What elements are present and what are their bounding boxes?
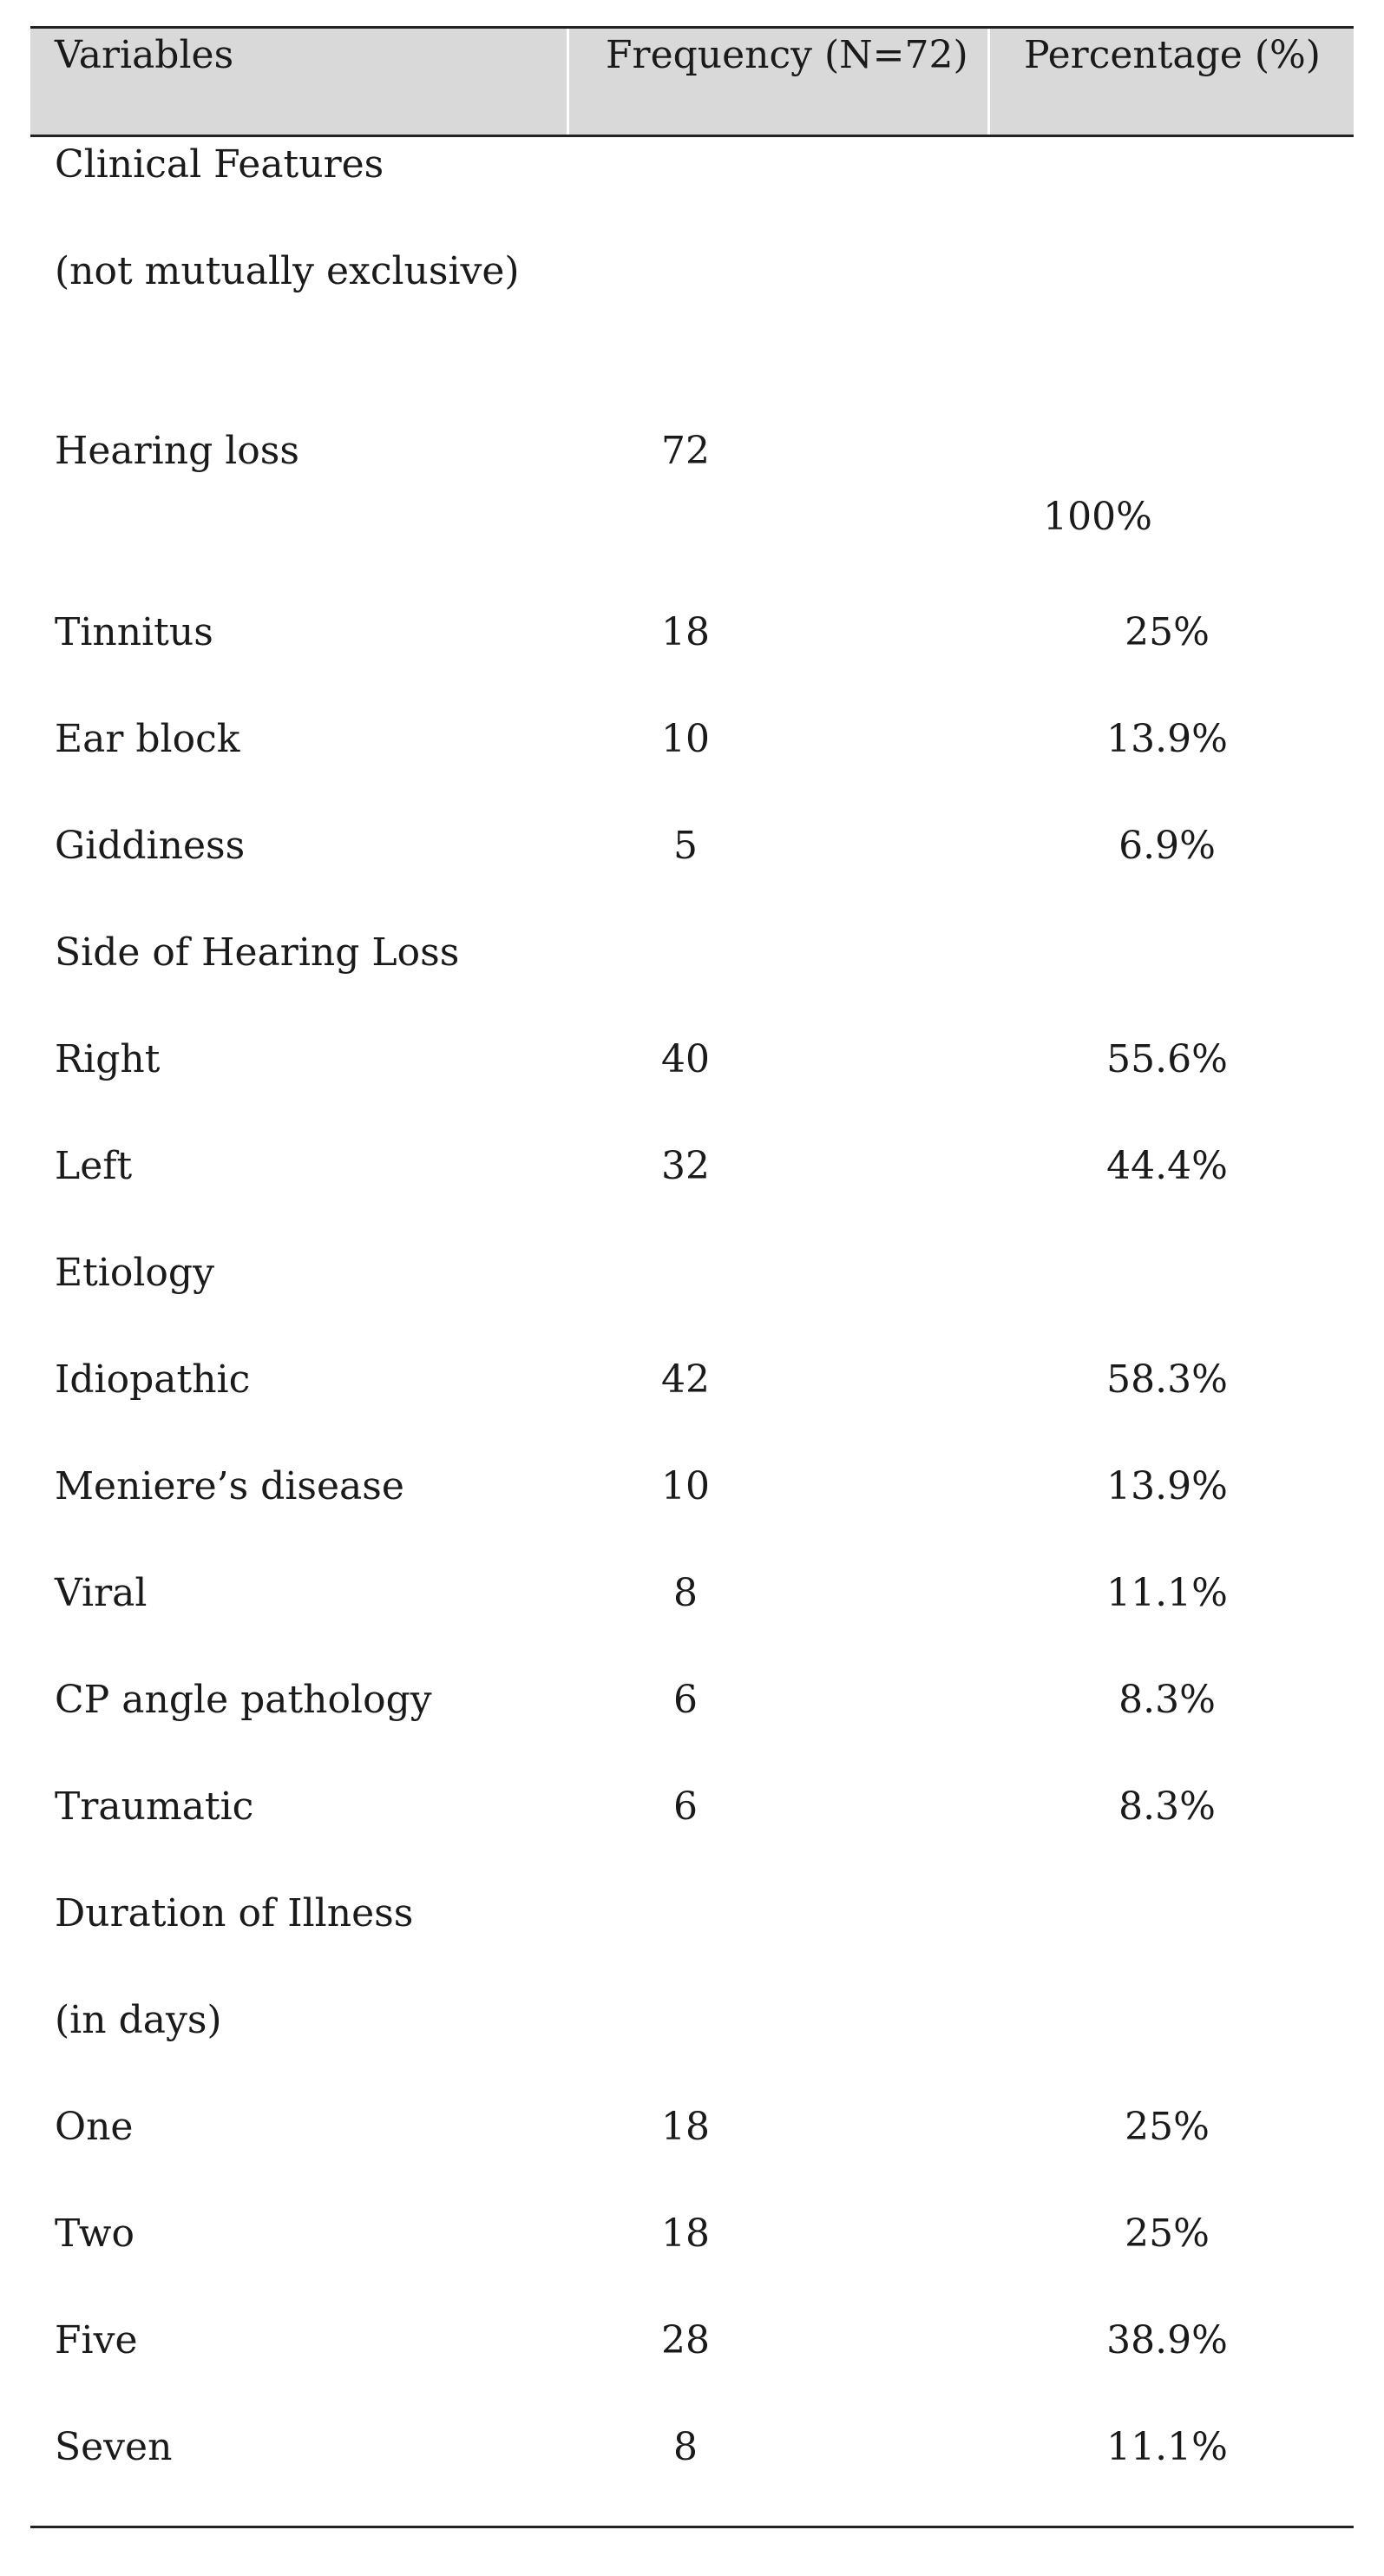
table-row-percentage: 25% — [1125, 2211, 1210, 2256]
table-header-rule — [30, 135, 1354, 137]
table-row-label: Right — [55, 1037, 161, 1081]
table-row-label: Idiopathic — [55, 1357, 251, 1402]
table-row-label: Ear block — [55, 717, 240, 761]
table-row-frequency: 8 — [673, 1571, 698, 1615]
table-row-label: CP angle pathology — [55, 1678, 432, 1722]
table-row-frequency: 10 — [661, 1464, 710, 1508]
table-bottom-rule — [30, 2526, 1354, 2528]
table-row-frequency: 18 — [661, 610, 710, 654]
table-row-label: Viral — [55, 1571, 148, 1615]
section-etiology: Etiology — [55, 1251, 214, 1295]
table-row-percentage: 6.9% — [1118, 824, 1216, 868]
table-row-percentage: 11.1% — [1106, 1571, 1228, 1615]
table-row-percentage: 25% — [1125, 2105, 1210, 2149]
table-row-frequency: 42 — [661, 1357, 710, 1402]
table-row-frequency: 10 — [661, 717, 710, 761]
header-percentage: Percentage (%) — [1024, 33, 1321, 77]
table-row-percentage: 100% — [1043, 495, 1152, 539]
section-clinical-features: Clinical Features — [55, 142, 384, 187]
table-row-percentage: 55.6% — [1106, 1037, 1228, 1081]
table-row-frequency: 32 — [661, 1144, 710, 1188]
section-side-of-hearing-loss: Side of Hearing Loss — [55, 930, 460, 975]
table-row-label: Hearing loss — [55, 429, 299, 473]
table-row-percentage: 13.9% — [1106, 1464, 1228, 1508]
table-row-percentage: 58.3% — [1106, 1357, 1228, 1402]
table-row-percentage: 38.9% — [1106, 2318, 1228, 2362]
table-row-frequency: 6 — [673, 1678, 698, 1722]
header-variables: Variables — [55, 33, 234, 77]
table-row-percentage: 8.3% — [1118, 1784, 1216, 1829]
table-row-percentage: 13.9% — [1106, 717, 1228, 761]
table-row-label: Two — [55, 2211, 134, 2256]
table-row-label: Giddiness — [55, 824, 246, 868]
table-row-percentage: 25% — [1125, 610, 1210, 654]
header-column-separator — [567, 29, 569, 135]
table-row-label: Seven — [55, 2425, 173, 2469]
table-row-label: Five — [55, 2318, 138, 2362]
header-column-separator — [987, 29, 990, 135]
table-row-frequency: 72 — [661, 429, 710, 473]
table-row-percentage: 44.4% — [1106, 1144, 1228, 1188]
table-row-frequency: 40 — [661, 1037, 710, 1081]
table-row-percentage: 11.1% — [1106, 2425, 1228, 2469]
header-frequency: Frequency (N=72) — [606, 33, 968, 77]
table-row-frequency: 18 — [661, 2105, 710, 2149]
table-row-frequency: 6 — [673, 1784, 698, 1829]
table-row-label: Traumatic — [55, 1784, 254, 1829]
table-row-label: Tinnitus — [55, 610, 213, 654]
table-row-frequency: 8 — [673, 2425, 698, 2469]
section-clinical-features-note: (not mutually exclusive) — [55, 249, 520, 293]
table-row-label: Left — [55, 1144, 133, 1188]
table-row-frequency: 18 — [661, 2211, 710, 2256]
table-row-label: One — [55, 2105, 134, 2149]
table-row-percentage: 8.3% — [1118, 1678, 1216, 1722]
table-row-frequency: 5 — [673, 824, 698, 868]
table-row-label: Meniere’s disease — [55, 1464, 404, 1508]
section-duration-of-illness: Duration of Illness — [55, 1891, 414, 1935]
table-row-frequency: 28 — [661, 2318, 710, 2362]
section-duration-note: (in days) — [55, 1998, 222, 2042]
